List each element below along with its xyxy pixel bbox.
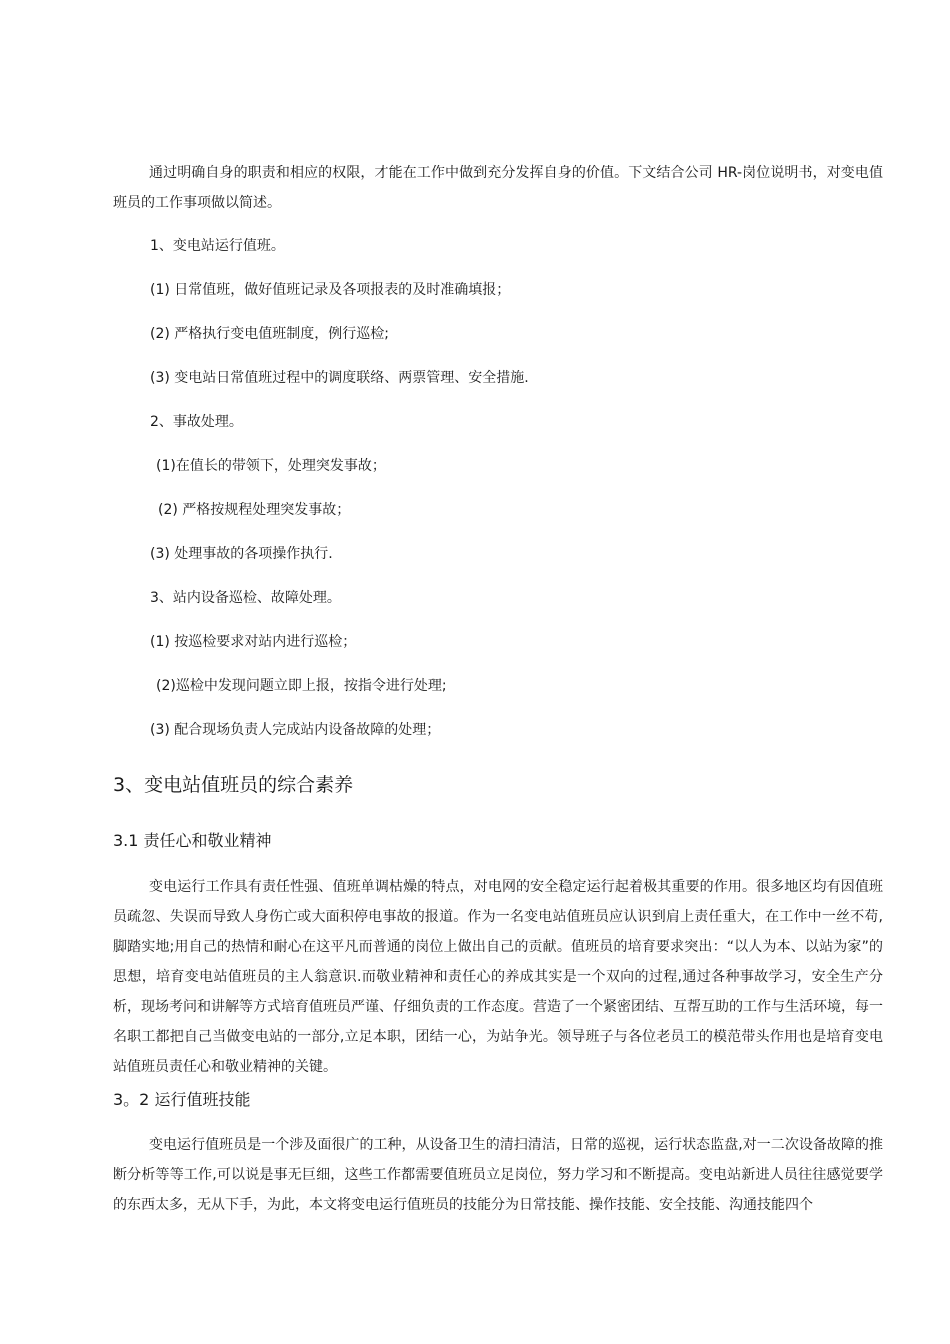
list-item-1-1: (1) 日常值班，做好值班记录及各项报表的及时准确填报； bbox=[150, 282, 511, 298]
intro-paragraph: 通过明确自身的职责和相应的权限，才能在工作中做到充分发挥自身的价值。下文结合公司 HR-岗位说明书，对变电值班员的工作事项做以简述。 bbox=[113, 165, 883, 211]
subsection-3-1-body: 变电运行工作具有责任性强、值班单调枯燥的特点，对电网的安全稳定运行起着极其重要的作用。很多地区均有因值班员疏忽、失误而导致人身伤亡或大面积停电事故的报道。作为一名变电站值班员应认识到肩上责任重大，在工作中一丝不苟,脚踏实地;用自己的热情和耐心在这平凡而普通的岗位上做出自己的贡献。值班员的培育要求突出：“以人为本、以站为家”的思想，培育变电站值班员的主人翁意识.而敬业精神和责任心的养成其实是一个双向的过程,通过各种事故学习，安全生产分析，现场考问和讲解等方式培育值班员严谨、仔细负责的工作态度。营造了一个紧密团结、互帮互助的工作与生活环境，每一名职工都把自己当做变电站的一部分,立足本职，团结一心，为站争光。领导班子与各位老员工的模范带头作用也是培育变电站值班员责任心和敬业精神的关键。 bbox=[113, 879, 883, 1075]
list-item-3-2: (2)巡检中发现问题立即上报，按指令进行处理; bbox=[156, 678, 447, 694]
list-item-3-3: (3) 配合现场负责人完成站内设备故障的处理； bbox=[150, 722, 441, 738]
subsection-heading-3-1: 3.1 责任心和敬业精神 bbox=[113, 831, 272, 850]
list-item-2-1: (1)在值长的带领下，处理突发事故； bbox=[156, 458, 386, 474]
list-item-3-1: (1) 按巡检要求对站内进行巡检； bbox=[150, 634, 357, 650]
list-item-2-3: (3) 处理事故的各项操作执行. bbox=[150, 546, 333, 562]
list-item-3: 3、站内设备巡检、故障处理。 bbox=[150, 590, 341, 606]
list-item-1: 1、变电站运行值班。 bbox=[150, 238, 285, 254]
list-item-1-2: (2) 严格执行变电值班制度，例行巡检; bbox=[150, 326, 389, 342]
section-heading-3: 3、变电站值班员的综合素养 bbox=[113, 774, 354, 796]
subsection-heading-3-2: 3。2 运行值班技能 bbox=[113, 1090, 251, 1109]
list-item-2-2: (2) 严格按规程处理突发事故； bbox=[158, 502, 351, 518]
subsection-3-2-body: 变电运行值班员是一个涉及面很广的工种，从设备卫生的清扫清洁，日常的巡视，运行状态监盘,对一二次设备故障的推断分析等等工作,可以说是事无巨细，这些工作都需要值班员立足岗位，努力学习和不断提高。变电站新进人员往往感觉要学的东西太多，无从下手，为此，本文将变电运行值班员的技能分为日常技能、操作技能、安全技能、沟通技能四个 bbox=[113, 1137, 883, 1213]
list-item-1-3: (3) 变电站日常值班过程中的调度联络、两票管理、安全措施. bbox=[150, 370, 529, 386]
list-item-2: 2、事故处理。 bbox=[150, 414, 243, 430]
